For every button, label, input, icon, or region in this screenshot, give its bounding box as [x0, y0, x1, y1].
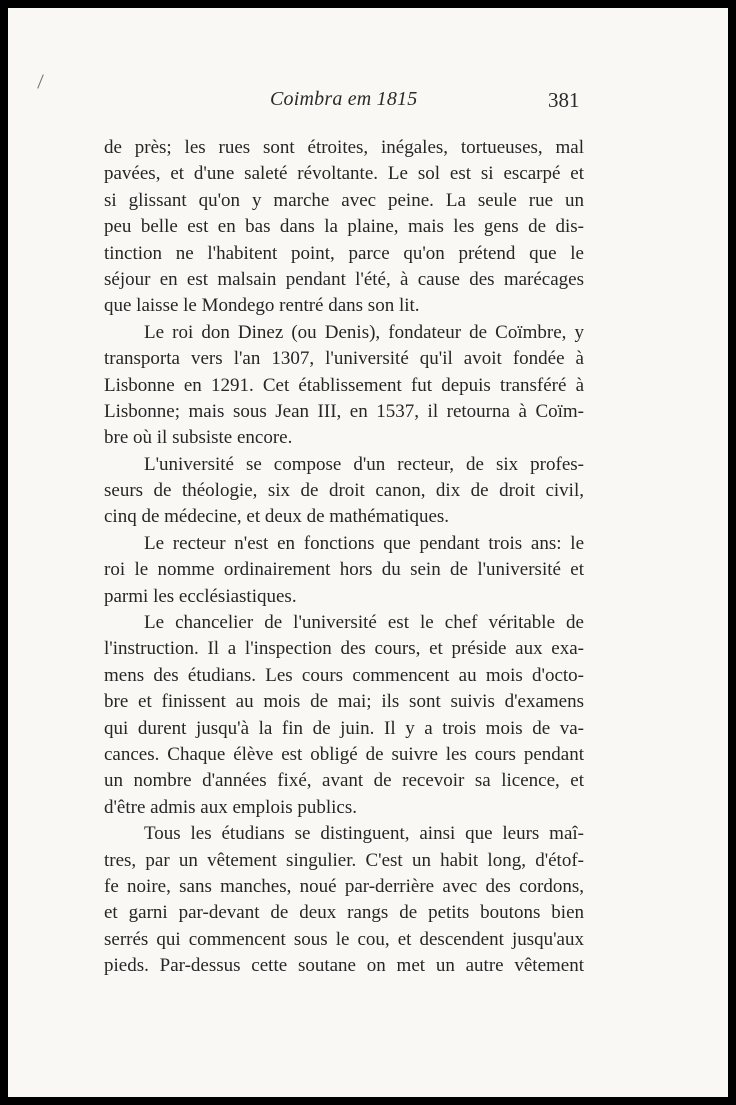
text-line: si glissant qu'on y marche avec peine. La seule rue un: [104, 189, 584, 211]
text-line: Le chancelier de l'université est le chef véritable de: [144, 612, 584, 634]
text-line: L'université se compose d'un recteur, de six profes-: [144, 453, 584, 475]
text-line: séjour en est malsain pendant l'été, à cause des marécages: [104, 268, 584, 290]
text-line: tres, par un vêtement singulier. C'est un habit long, d'étof-: [104, 849, 584, 871]
text-line: transporta vers l'an 1307, l'université qu'il avoit fondée à: [104, 348, 584, 370]
text-line: Lisbonne en 1291. Cet établissement fut depuis transféré à: [104, 374, 584, 396]
paragraph: [104, 320, 584, 452]
text-line: Le recteur n'est en fonctions que pendant trois ans: le: [144, 532, 584, 554]
page-number: 381: [548, 88, 580, 112]
text-line: tinction ne l'habitent point, parce qu'on prétend que le: [104, 242, 584, 264]
page-header: [8, 88, 728, 118]
text-line: mens des étudians. Les cours commencent au mois d'octo-: [104, 664, 584, 686]
paragraph: [104, 452, 584, 531]
margin-mark: [37, 74, 44, 88]
text-line: et garni par-devant de deux rangs de petits boutons bien: [104, 902, 584, 924]
paragraph: [104, 135, 584, 320]
text-line: un nombre d'années fixé, avant de recevoir sa licence, et: [104, 770, 584, 792]
paragraph: [104, 821, 584, 979]
text-line: cinq de médecine, et deux de mathématiques.: [104, 506, 450, 528]
text-line: serrés qui commencent sous le cou, et descendent jusqu'aux: [104, 928, 584, 950]
text-line: de près; les rues sont étroites, inégales, tortueuses, mal: [104, 137, 584, 158]
running-title: Coimbra em 1815: [270, 88, 418, 110]
text-line: d'être admis aux emplois publics.: [104, 796, 358, 818]
paragraph: [104, 610, 584, 821]
text-line: pavées, et d'une saleté révoltante. Le sol est si escarpé et: [104, 163, 584, 185]
body-text: [104, 135, 584, 980]
text-line: roi le nomme ordinairement hors du sein de l'université et: [104, 559, 584, 581]
book-page: [8, 8, 728, 1097]
text-line: Le roi don Dinez (ou Denis), fondateur de Coïmbre, y: [144, 321, 584, 343]
text-line: bre et finissent au mois de mai; ils sont suivis d'examens: [104, 691, 584, 713]
text-line: seurs de théologie, six de droit canon, dix de droit civil,: [104, 480, 584, 502]
text-line: qui durent jusqu'à la fin de juin. Il y a trois mois de va-: [104, 717, 584, 739]
text-line: que laisse le Mondego rentré dans son lit.: [104, 295, 420, 317]
text-line: Lisbonne; mais sous Jean III, en 1537, il retourna à Coïm-: [104, 400, 584, 422]
paragraph: [104, 531, 584, 610]
text-line: pieds. Par-dessus cette soutane on met un autre vêtement: [104, 955, 584, 977]
text-line: peu belle est en bas dans la plaine, mais les gens de dis-: [104, 216, 584, 238]
text-line: l'instruction. Il a l'inspection des cours, et préside aux exa-: [104, 638, 584, 660]
text-line: fe noire, sans manches, noué par-derrière avec des cordons,: [104, 875, 584, 897]
text-line: bre où il subsiste encore.: [104, 427, 293, 449]
text-line: cances. Chaque élève est obligé de suivre les cours pendant: [104, 743, 584, 765]
text-line: Tous les étudians se distinguent, ainsi que leurs maî-: [144, 823, 584, 845]
text-line: parmi les ecclésiastiques.: [104, 585, 297, 607]
